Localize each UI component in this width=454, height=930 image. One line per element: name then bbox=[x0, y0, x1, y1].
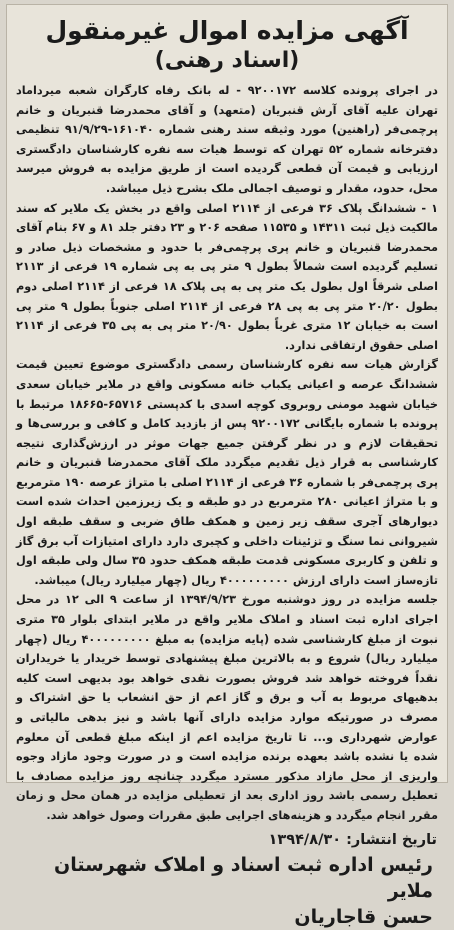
signature-title: رئیس اداره ثبت اسناد و املاک شهرستان ملایر bbox=[54, 853, 433, 902]
publish-date: تاریخ انتشار: ۱۳۹۴/۸/۳۰ bbox=[268, 831, 437, 848]
signature-name: حسن قاجاریان bbox=[294, 905, 433, 928]
newspaper-notice bbox=[6, 4, 448, 928]
paragraph-property-description: ۱ - ششدانگ پلاک ۳۶ فرعی از ۲۱۱۴ اصلی واقع در بخش یک ملایر که سند مالکیت ذیل ثبت ۱۴۳۱۱ و ۱۱۵۳۵ صفحه ۲۰۶ و ۲۳ دفتر جلد ۸۱ و ۶۷ بنام آقای محمدرضا قنبریان و خانم پری پرچمی‌فر با حدود و مشخصات ذیل صادر و تسلیم گردیده است شمالاً بطول ۹ متر پی به پی شماره ۱۹ فرعی از ۲۱۱۳ اصلی شرقاً اول بطول یک متر پی به پی پلاک ۱۸ فرعی از ۲۱۱۴ اصلی دوم بطول ۲۰/۲۰ متر پی به پی ۲۸ فرعی از ۲۱۱۴ اصلی جنوباً بطول ۹ متر پی است به خیابان ۱۲ متری غرباً بطول ۲۰/۹۰ متر پی به پی ۳۵ فرعی از ۲۱۱۴ اصلی حقوق ارتفاقی ندارد. bbox=[16, 201, 439, 352]
notice-subtitle: (اسناد رهنی) bbox=[154, 48, 300, 73]
notice-body bbox=[7, 81, 447, 826]
paragraph-auction-terms: جلسه مزایده در روز دوشنبه مورخ ۱۳۹۴/۹/۲۳ از ساعت ۹ الی ۱۲ در محل اجرای اداره ثبت اسناد و املاک ملایر واقع در ملایر ابتدای بلوار ۳۵ متری نبوت از مبلغ کارشناسی شده (پایه مزایده) به مبلغ ۴۰۰۰۰۰۰۰۰۰ ریال (چهار میلیارد ریال) شروع و به بالاترین مبلغ پیشنهادی توسط خریدار یا خریداران نقداً فروخته خواهد شد فروش بصورت نقدی خواهد بود بدیهی است کلیه بدهیهای مربوط به آب و برق و گاز اعم از حق انشعاب یا حق اشتراک و مصرف در صورتیکه موارد مزایده دارای آنها باشد و نیز بدهی مالیاتی و عوارض شهرداری و... تا تاریخ مزایده اعم از اینکه مبلغ قطعی آن معلوم شده یا نشده باشد بعهده برنده مزایده است و در صورت وجود مازاد وجوه واریزی از محل مازاد مذکور مسترد میگردد چنانچه روز مزایده مصادف با تعطیل رسمی باشد روز اداری بعد از تعطیلی مزایده در همان محل و زمان مقرر انجام میگردد و هزینه‌های اجرایی طبق مقررات وصول خواهد شد. bbox=[16, 593, 438, 822]
paragraph-intro: در اجرای پرونده کلاسه ۹۲۰۰۱۷۲ - له بانک رفاه کارگران شعبه میرداماد تهران علیه آقای آرش قنبریان (متعهد) و آقای محمدرضا قنبریان و خانم پرچمی‌فر (راهنین) مورد وثیقه سند رهنی شماره ۱۶۱۰۴۰-۹۱/۹/۲۹ تنظیمی دفترخانه شماره ۵۲ تهران که توسط هیات سه نفره کارشناسان دادگستری ارزیابی و قیمت آن قطعی گردیده است از طریق مزایده به فروش میرسد محل، حدود، مقدار و توصیف اجمالی ملک بشرح ذیل میباشد. bbox=[16, 84, 439, 195]
notice-title: آگهی مزایده اموال غیرمنقول bbox=[45, 16, 409, 45]
paragraph-expert-report: گزارش هیات سه نفره کارشناسان رسمی دادگستری موضوع تعیین قیمت ششدانگ عرصه و اعیانی یکباب خانه مسکونی واقع در ملایر خیابان سعدی خیابان شهید مومنی روبروی کوچه اسدی با کدپستی ۶۵۷۱۶-۱۸۶۶۵ مرتبط با پرونده با شماره بایگانی ۹۲۰۰۱۷۲ پس از بازدید کامل و کافی و بررسی‌ها و تحقیقات لازم و در نظر گرفتن جمیع جهات موثر در ارزش‌گذاری نتیجه کارشناسی به قرار ذیل تقدیم میگردد ملک آقای محمدرضا قنبریان و خانم پری پرچمی‌فر با شماره ۳۶ فرعی از ۲۱۱۴ اصلی با متراژ عرصه ۱۹۰ مترمربع و با متراژ اعیانی ۲۸۰ مترمربع در دو طبقه و یک زیرزمین احداث شده است دیوارهای آجری سقف زیر زمین و همکف طاق ضربی و سقف طبقه اول شیروانی نما سنگ و تزئینات داخلی و کچبری دارد دارای امتیازات آب برق گاز و تلفن و کاربری مسکونی قدمت طبقه همکف حدود ۳۵ سال ولی طبقه اول تازه‌ساز است دارای ارزش ۴۰۰۰۰۰۰۰۰۰ ریال (چهار میلیارد ریال) میباشد. bbox=[16, 358, 439, 587]
